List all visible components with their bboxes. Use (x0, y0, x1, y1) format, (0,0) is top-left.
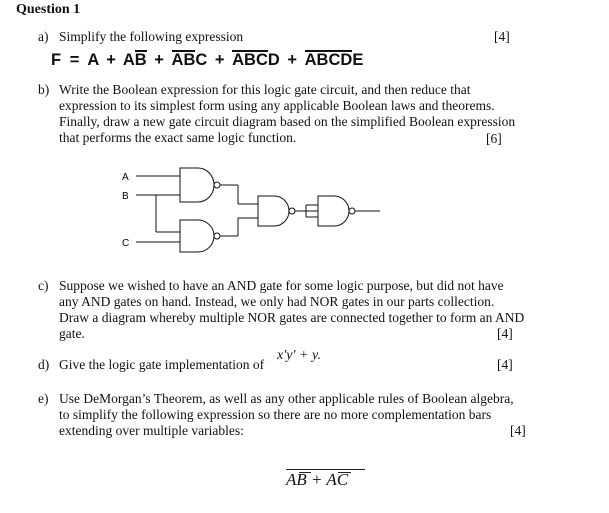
part-e-line: extending over multiple variables: (59, 423, 244, 438)
part-e-expression: AB + AC (286, 470, 349, 489)
plus-1: + (106, 51, 116, 69)
part-e-text (59, 391, 539, 439)
part-c-line: gate. (59, 326, 85, 341)
part-a-text: Simplify the following expression (59, 29, 244, 44)
part-a-formula (51, 51, 363, 70)
term-5: ABCDE (304, 51, 364, 69)
part-c-line: Suppose we wished to have an AND gate for some logic purpose, but did not have (59, 278, 504, 293)
nand-gate-4 (318, 196, 349, 226)
circuit-input-b: B (122, 191, 129, 202)
plus-3: + (214, 51, 225, 69)
part-a-label: a) (38, 29, 49, 44)
part-b-line: Finally, draw a new gate circuit diagram based on the simplified Boolean expression (59, 114, 516, 129)
logic-circuit-diagram (100, 160, 400, 260)
circuit-input-a: A (122, 172, 129, 183)
part-b-line: that performs the exact same logic function. (59, 130, 297, 145)
part-c-line: any AND gates on hand. Instead, we only had NOR gates in our parts collection. (59, 294, 495, 309)
part-b-line: Write the Boolean expression for this logic gate circuit, and then reduce that (59, 82, 471, 97)
part-c-line: Draw a diagram whereby multiple NOR gates are connected together to form an AND (59, 310, 525, 325)
part-c-label: c) (38, 278, 49, 293)
part-d-expression: x′y′ + y. (277, 348, 321, 363)
term-2: AB (122, 51, 147, 69)
term-4: ABCD (232, 51, 280, 69)
part-c-marks: [4] (497, 326, 513, 341)
term-3: ABC (171, 51, 208, 69)
part-d-text: Give the logic gate implementation of (59, 357, 265, 372)
part-e-label: e) (38, 391, 49, 406)
part-a-marks: [4] (494, 29, 510, 44)
circuit-input-c: C (122, 238, 130, 249)
inverter-bubble-3 (289, 208, 295, 214)
part-b-text (59, 82, 539, 146)
nand-gate-1 (180, 168, 214, 202)
inverter-bubble-1 (214, 182, 220, 188)
part-e-marks: [4] (510, 423, 526, 438)
part-c-text (59, 278, 539, 342)
part-d-marks: [4] (497, 357, 513, 372)
part-b-marks: [6] (486, 131, 502, 146)
overbar-b (299, 472, 311, 473)
question-heading: Question 1 (16, 2, 81, 17)
overbar-a (338, 472, 351, 473)
part-d-label: d) (38, 357, 50, 372)
formula-f: F (51, 51, 62, 69)
term-1: A (87, 51, 99, 69)
part-b-line: expression to its simplest form using any applicable Boolean laws and theorems. (59, 98, 495, 113)
inverter-bubble-2 (214, 233, 220, 239)
outer-overbar (286, 469, 365, 470)
nand-gate-2 (180, 220, 214, 252)
inverter-bubble-4 (349, 208, 355, 214)
part-b-label: b) (38, 82, 50, 97)
nand-gate-3 (258, 196, 289, 226)
plus-4: + (287, 51, 298, 69)
part-e-line: to simplify the following expression so there are no more complementation bars (59, 407, 492, 422)
part-e-line: Use DeMorgan’s Theorem, as well as any other applicable rules of Boolean algebra, (59, 391, 514, 406)
formula-equals: = (69, 51, 80, 69)
plus-2: + (154, 51, 164, 69)
